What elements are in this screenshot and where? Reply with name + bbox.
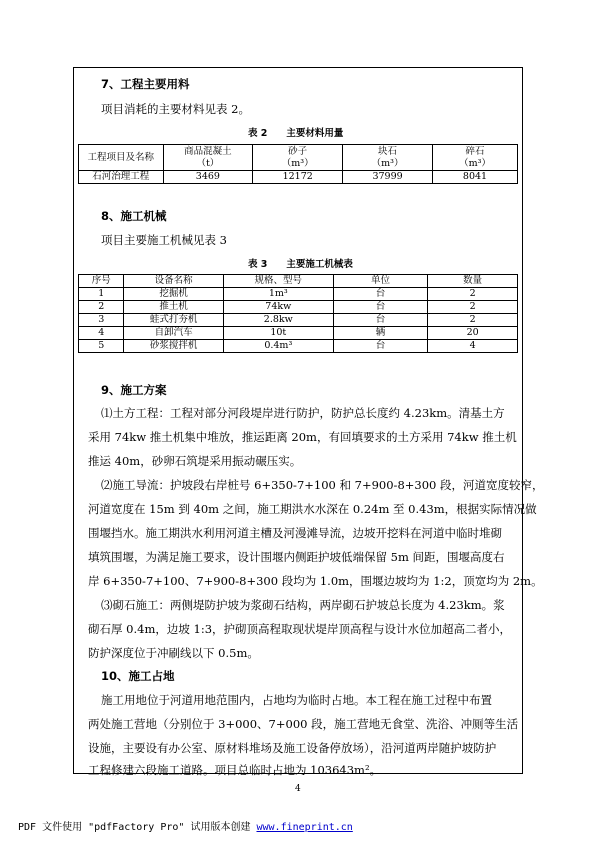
table-cell: 12172 [253,171,343,184]
footer-link[interactable]: www.fineprint.cn [256,822,353,833]
section-10-heading: 10、施工占地 [101,669,175,683]
table-cell: 砂浆搅拌机 [124,340,224,353]
table-cell: 3469 [163,171,253,184]
table-cell: 辆 [333,327,428,340]
paragraph-line: 河道宽度在 15m 到 40m 之间，施工期洪水水深在 0.24m 至 0.43m，根据实际情况做 [88,502,537,516]
table-cell: 台 [333,340,428,353]
table-row [79,171,518,184]
table-cell: 3 [79,314,124,327]
header-cell: 商品混凝土 （t） [163,145,253,171]
section-8-heading: 8、施工机械 [101,209,167,223]
table-cell: 台 [333,288,428,301]
table-cell: 2 [79,301,124,314]
paragraph-line: 施工用地位于河道用地范围内，占地均为临时占地。本工程在施工过程中布置 [101,693,492,707]
table-cell: 8041 [433,171,518,184]
table-cell: 10t [223,327,333,340]
header-cell: 数量 [428,275,518,288]
table-cell: 台 [333,314,428,327]
paragraph-line: 设施，主要设有办公室、原材料堆场及施工设备停放场），沿河道两岸随护坡防护 [88,741,497,755]
header-cell: 序号 [79,275,124,288]
table-header-row [79,275,518,288]
page-number: 4 [295,784,301,794]
table-cell: 0.4m³ [223,340,333,353]
section-7-heading: 7、工程主要用料 [101,77,190,91]
header-cell: 单位 [333,275,428,288]
paragraph-line: 防护深度位于冲刷线以下 0.5m。 [88,646,259,660]
paragraph-line: 两处施工营地（分别位于 3+000、7+000 段，施工营地无食堂、洗浴、冲厕等生活 [88,717,519,731]
paragraph-line: ⑴土方工程：工程对部分河段堤岸进行防护，防护总长度约 4.23km。清基土方 [101,406,505,420]
footer-text: PDF 文件使用 "pdfFactory Pro" 试用版本创建 [18,822,257,833]
section-8-intro: 项目主要施工机械见表 3 [101,233,227,247]
table-cell: 4 [428,340,518,353]
header-cell: 块石 （m³） [343,145,433,171]
table-cell: 2 [428,288,518,301]
paragraph-line: 围堰挡水。施工期洪水利用河道主槽及河漫滩导流，边坡开挖料在河道中临时堆砌 [88,526,502,540]
header-cell: 碎石 （m³） [433,145,518,171]
table-cell: 20 [428,327,518,340]
table-row [79,314,518,327]
table-cell: 挖掘机 [124,288,224,301]
table-cell: 4 [79,327,124,340]
table-cell: 37999 [343,171,433,184]
table-row [79,288,518,301]
table-cell: 蛙式打夯机 [124,314,224,327]
paragraph-line: 填筑围堰，为满足施工要求，设计围堰内侧距护坡低端保留 5m 间距，围堰高度右 [88,550,505,564]
table-3-caption: 表 3 主要施工机械表 [248,259,353,270]
header-cell: 规格、型号 [223,275,333,288]
table-cell: 5 [79,340,124,353]
paragraph-line: ⑵施工导流：护坡段右岸桩号 6+350-7+100 和 7+900-8+300 段，河道宽度较窄， [101,478,544,492]
table-cell: 自卸汽车 [124,327,224,340]
table-cell: 2 [428,314,518,327]
paragraph-line: 砌石厚 0.4m，边坡 1:3，护砌顶高程取现状堤岸顶高程与设计水位加超高二者小， [88,622,512,636]
pdf-footer [18,818,353,833]
header-cell: 工程项目及名称 [79,145,164,171]
header-cell: 设备名称 [124,275,224,288]
table-header-row [79,145,518,171]
table-row [79,340,518,353]
section-9-heading: 9、施工方案 [101,383,167,397]
paragraph-line: 岸 6+350-7+100、7+900-8+300 段均为 1.0m，围堰边坡均为 1:2，顶宽均为 2m。 [88,574,543,588]
section-7-intro: 项目消耗的主要材料见表 2。 [101,102,250,116]
paragraph-line: 推运 40m，砂卵石筑堤采用振动碾压实。 [88,454,302,468]
paragraph-line: 采用 74kw 推土机集中堆放，推运距离 20m，有回填要求的土方采用 74kw 推土机 [88,430,517,444]
table-cell: 台 [333,301,428,314]
header-cell: 砂子 （m³） [253,145,343,171]
table-cell: 2.8kw [223,314,333,327]
table-row [79,327,518,340]
table-cell: 1m³ [223,288,333,301]
table-cell: 2 [428,301,518,314]
machinery-table [78,274,518,353]
table-row [79,301,518,314]
table-cell: 1 [79,288,124,301]
materials-table [78,144,518,184]
table-cell: 石河治理工程 [79,171,164,184]
paragraph-line: ⑶砌石施工：两侧堤防护坡为浆砌石结构，两岸砌石护坡总长度为 4.23km。浆 [101,598,505,612]
paragraph-line: 工程修建六段施工道路。项目总临时占地为 103643m²。 [88,763,382,777]
table-2-caption: 表 2 主要材料用量 [248,128,344,139]
table-cell: 推土机 [124,301,224,314]
table-cell: 74kw [223,301,333,314]
